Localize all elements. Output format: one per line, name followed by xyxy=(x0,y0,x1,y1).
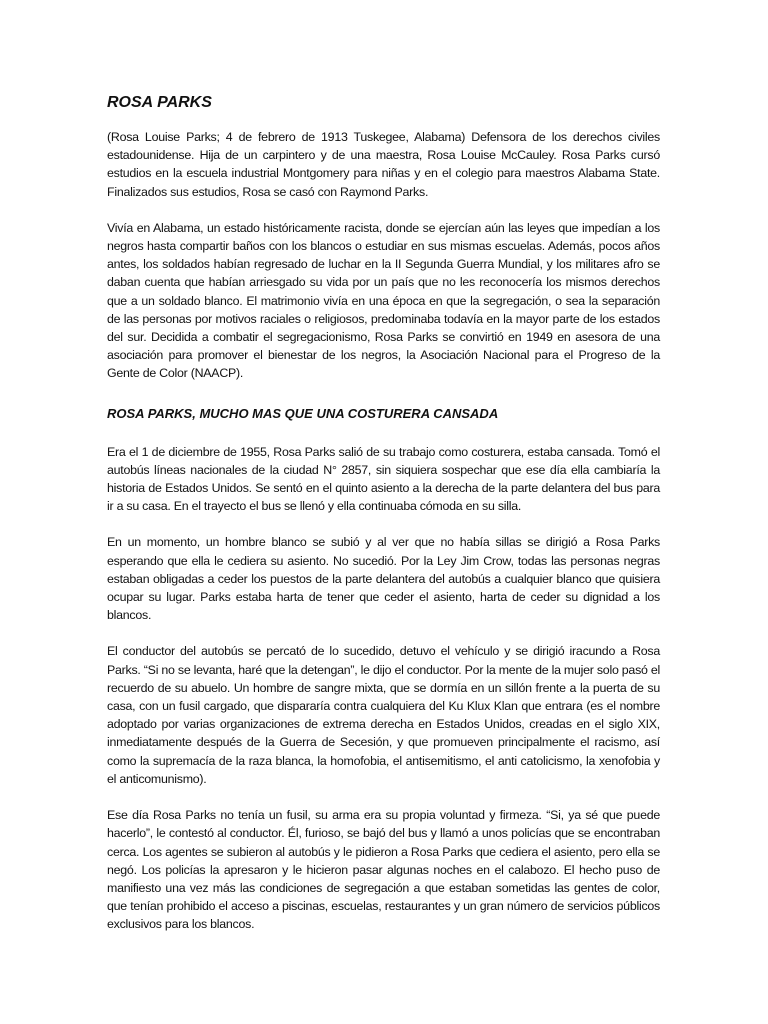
driver-paragraph: El conductor del autobús se percató de lo sucedido, detuvo el vehículo y se dirigió iracundo a Rosa Parks. “Si no se levanta, haré que la detengan”, le dijo el conductor. Por la mente de la mujer solo pasó el recuerdo de su abuelo. Un hombre de sangre mixta, que se dormía en un sillón frente a la puerta de su casa, con un fusil cargado, que dispararía contra cualquiera del Ku Klux Klan que entrara (es el nombre adoptado por varias organizaciones de extrema derecha en Estados Unidos, creadas en el siglo XIX, inmediatamente después de la Guerra de Secesión, y que promueven principalmente el racismo, así como la supremacía de la raza blanca, la homofobia, el antisemitismo, el anti catolicismo, la xenofobia y el anticomunismo). xyxy=(107,644,660,786)
intro-paragraph: (Rosa Louise Parks; 4 de febrero de 1913 Tuskegee, Alabama) Defensora de los derechos civiles estadounidense. Hija de un carpintero y de una maestra, Rosa Louise McCauley. Rosa Parks cursó estudios en la escuela industrial Montgomery para niñas y en el colegio para maestros Alabama State. Finalizados sus estudios, Rosa se casó con Raymond Parks. xyxy=(107,130,660,199)
document-title: ROSA PARKS xyxy=(107,94,212,111)
bus-paragraph: Era el 1 de diciembre de 1955, Rosa Parks salió de su trabajo como costurera, estaba cansada. Tomó el autobús líneas nacionales de la ciudad N° 2857, sin siquiera sospechar que ese día ella cambiaría la historia de Estados Unidos. Se sentó en el quinto asiento a la derecha de la parte delantera del bus para ir a su casa. En el trayecto el bus se llenó y ella continuaba cómoda en su silla. xyxy=(107,444,660,514)
section-subtitle: ROSA PARKS, MUCHO MAS QUE UNA COSTURERA CANSADA xyxy=(107,405,499,421)
seat-paragraph: En un momento, un hombre blanco se subió y al ver que no había sillas se dirigió a Rosa Parks esperando que ella le cediera su asiento. No sucedió. Por la Ley Jim Crow, todas las personas negras estaban obligadas a ceder los puestos de la parte delantera del autobús a cualquier blanco que quisiera ocupar su lugar. Parks estaba harta de tener que ceder el asiento, harta de ceder su dignidad a los blancos. xyxy=(107,535,660,623)
document-page xyxy=(107,92,660,952)
arrest-paragraph: Ese día Rosa Parks no tenía un fusil, su arma era su propia voluntad y firmeza. “Si, ya sé que puede hacerlo”, le contestó al conductor. Él, furioso, se bajó del bus y llamó a unos policías que se encontraban cerca. Los agentes se subieron al autobús y le pidieron a Rosa Parks que cediera el asiento, pero ella se negó. Los policías la apresaron y le hicieron pasar algunas noches en el calabozo. El hecho puso de manifiesto una vez más las condiciones de segregación a que estaban sometidas las gentes de color, que tenían prohibido el acceso a piscinas, escuelas, restaurantes y un gran número de servicios públicos exclusivos para los blancos. xyxy=(107,808,660,932)
context-paragraph: Vivía en Alabama, un estado históricamente racista, donde se ejercían aún las leyes que impedían a los negros hasta compartir baños con los blancos o estudiar en sus mismas escuelas. Además, pocos años antes, los soldados habían regresado de luchar en la II Segunda Guerra Mundial, y los militares afro se daban cuenta que habían arriesgado su vida por un país que no les reconocería los mismos derechos que a un soldado blanco. El matrimonio vivía en una época en que la segregación, o sea la separación de las personas por motivos raciales o religiosos, predominaba todavía en la mayor parte de los estados del sur. Decidida a combatir el segregacionismo, Rosa Parks se convirtió en 1949 en asesora de una asociación para promover el bienestar de los negros, la Asociación Nacional para el Progreso de la Gente de Color (NAACP). xyxy=(107,220,660,381)
